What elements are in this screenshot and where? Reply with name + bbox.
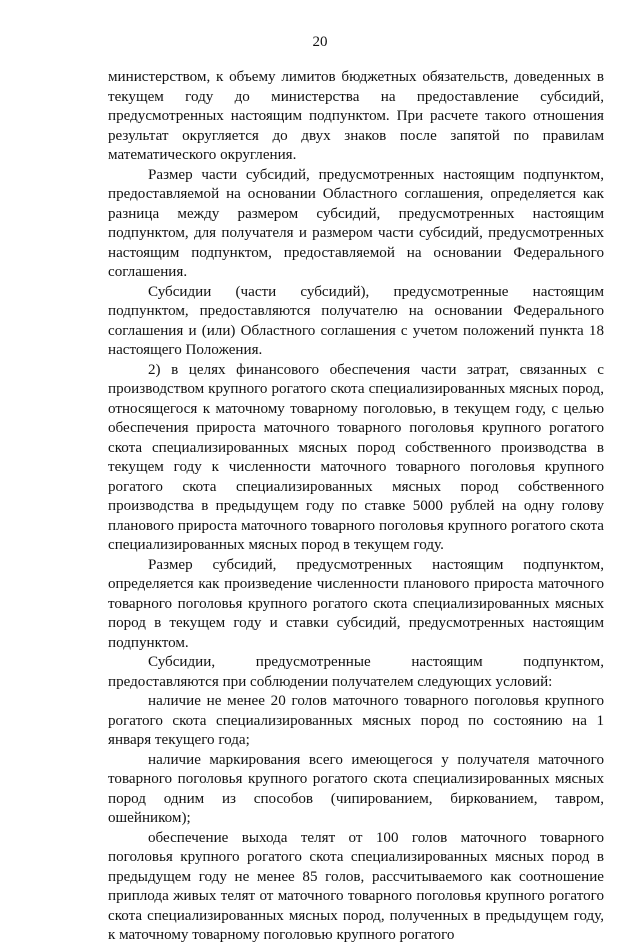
paragraph-subsidy-size: Размер субсидий, предусмотренных настоящим подпунктом, определяется как произведение численности планового прироста маточного товарного поголовья крупного рогатого скота специализированных мясных пород в текущем году и ставки субсидий, предусмотренных настоящим подпунктом. bbox=[108, 556, 604, 651]
paragraph-condition-herd-size: наличие не менее 20 голов маточного товарного поголовья крупного рогатого скота специализированных мясных пород по состоянию на 1 января текущего года; bbox=[108, 693, 604, 748]
paragraph-subsidy-basis: Субсидии (части субсидий), предусмотренные настоящим подпунктом, предоставляются получателю на основании Федерального соглашения и (или) Областного соглашения с учетом положений пункта 18 настоящего Положения. bbox=[108, 283, 604, 358]
paragraph-condition-marking: наличие маркирования всего имеющегося у получателя маточного товарного поголовья крупного рогатого скота специализированных мясных пород одним из способов (чипированием, биркованием, тавром, ошейником); bbox=[108, 751, 604, 826]
page-number: 20 bbox=[312, 34, 328, 50]
paragraph-item-2: 2) в целях финансового обеспечения части затрат, связанных с производством крупного рогатого скота специализированных мясных пород, относящегося к маточному товарному поголовью, в текущем году, с целью обеспечения прироста маточного товарного поголовья крупного рогатого скота специализированных мясных пород собственного производства в текущем году к численности маточного товарного поголовья крупного рогатого скота специализированных мясных пород собственного производства в предыдущем году по ставке 5000 рублей на одну голову планового прироста маточного товарного поголовья крупного рогатого скота специализированных мясных пород в текущем году. bbox=[108, 361, 604, 553]
paragraph-continuation: министерством, к объему лимитов бюджетных обязательств, доведенных в текущем году до министерства на предоставление субсидий, предусмотренных настоящим подпунктом. При расчете такого отношения результат округляется до двух знаков после запятой по правилам математического округления. bbox=[108, 69, 604, 163]
paragraph-conditions-intro: Субсидии, предусмотренные настоящим подпунктом, предоставляются при соблюдении получателем следующих условий: bbox=[108, 654, 604, 690]
document-body bbox=[108, 68, 604, 946]
paragraph-condition-calf-yield: обеспечение выхода телят от 100 голов маточного товарного поголовья крупного рогатого скота специализированных мясных пород в предыдущем году не менее 85 голов, рассчитываемого как соотношение приплода живых телят от маточного товарного поголовья крупного рогатого скота специализированных мясных пород, полученных в предыдущем году, к маточному товарному поголовью крупного рогатого bbox=[108, 829, 604, 943]
paragraph-regional-share: Размер части субсидий, предусмотренных настоящим подпунктом, предоставляемой на основании Областного соглашения, определяется как разница между размером субсидий, предусмотренных настоящим подпунктом, для получателя и размером части субсидий, предусмотренных настоящим подпунктом, предоставляемой на основании Федерального соглашения. bbox=[108, 166, 604, 280]
